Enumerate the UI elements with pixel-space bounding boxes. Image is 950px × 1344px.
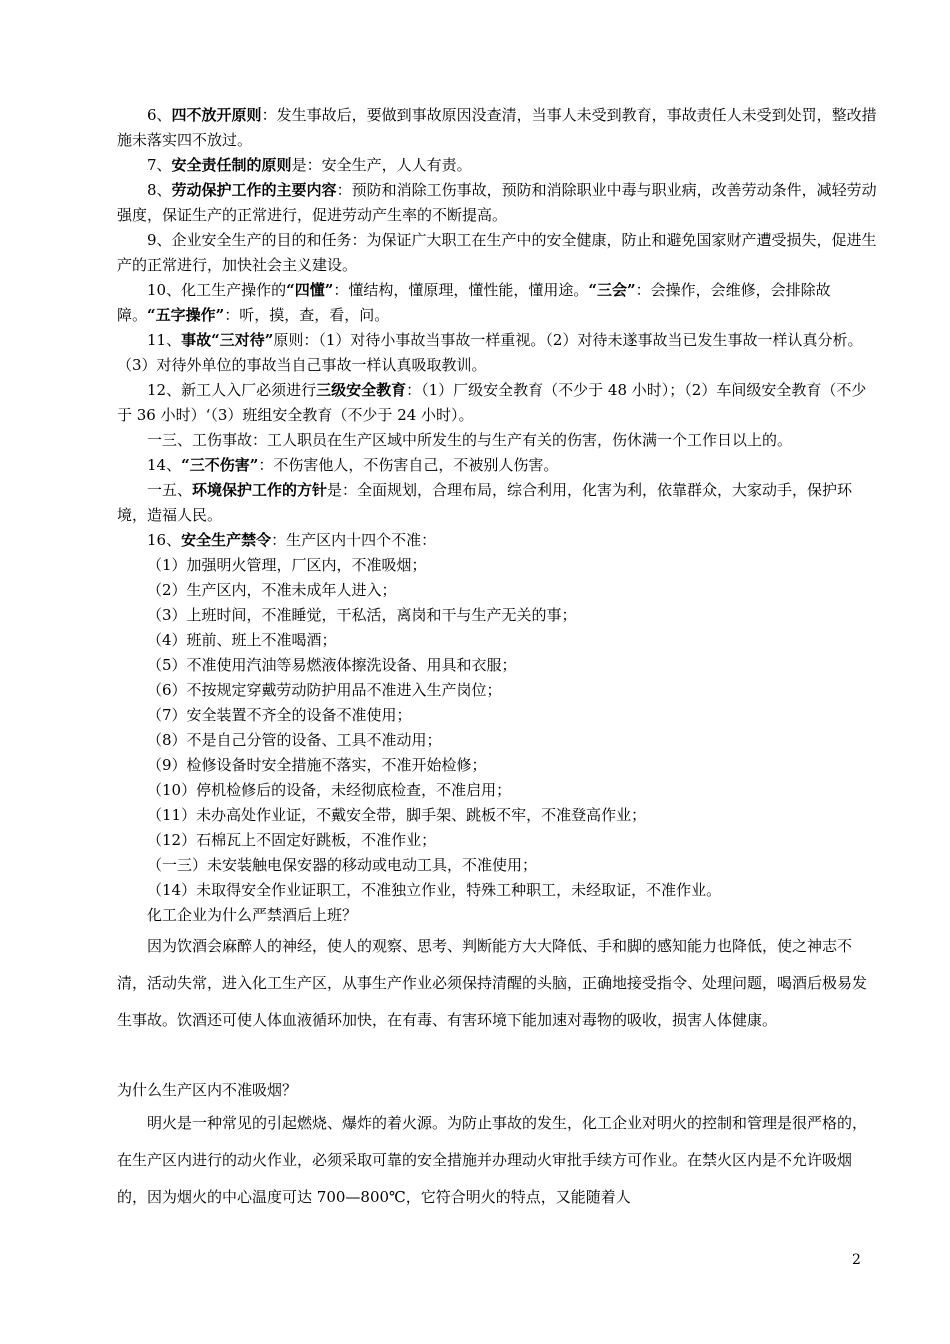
rule-item: （一三）未安装触电保安器的移动或电动工具，不准使用； [147,856,538,874]
item-9 [117,228,877,278]
rule-item: （11）未办高处作业证，不戴安全带，脚手架、跳板不牢，不准登高作业； [147,806,647,824]
item-14 [117,453,877,478]
item-text: ：懂结构，懂原理，懂性能，懂用途。 [333,281,589,299]
item-text: 是：安全生产，人人有责。 [291,156,472,174]
rule-item: （6）不按规定穿戴劳动防护用品不准进入生产岗位； [147,681,502,699]
item-11 [117,328,877,378]
item-text: 是：全面规划，合理布局，综合利用，化害为利，依靠群众，大家动手，保护环境，造福人民。 [117,481,853,524]
item-heading: 四不放开原则 [171,106,262,124]
item-number: 14、 [147,456,182,474]
item-heading: 安全责任制的原则 [171,156,292,174]
item-number: 一五、 [147,481,193,499]
item-number: 7、 [147,156,172,174]
item-7 [117,153,877,178]
rule-item: （7）安全装置不齐全的设备不准使用； [147,706,412,724]
item-text: ：听，摸，查，看，问。 [224,306,390,324]
rule-item: （1）加强明火管理，厂区内，不准吸烟； [147,556,427,574]
rule-item: （8）不是自己分管的设备、工具不准动用； [147,731,442,749]
item-text: 10、化工生产操作的 [147,281,287,299]
item-heading: “五字操作” [147,306,225,324]
item-12 [117,378,877,428]
rule-item: （9）检修设备时安全措施不落实，不准开始检修； [147,756,487,774]
item-heading: “四懂” [286,281,334,299]
item-heading: 环境保护工作的方针 [192,481,328,499]
item-16 [117,528,877,553]
item-text: ：生产区内十四个不准： [271,531,437,549]
item-number: 16、 [147,531,182,549]
item-number: 11、 [147,331,182,349]
item-text: ：会操作，会维修，会排除故障。 [117,281,831,324]
item-text: ：发生事故后，要做到事故原因没查清，当事人未受到教育，事故责任人未受到处罚，整改措施未落实四不放过。 [117,106,877,149]
item-heading: 安全生产禁令 [181,531,272,549]
item-10 [117,278,877,328]
item-8 [117,178,877,228]
item-13 [117,428,877,453]
rule-item: （2）生产区内，不准未成年人进入； [147,581,397,599]
question-heading: 为什么生产区内不准吸烟？ [117,1081,298,1099]
item-number: 6、 [147,106,172,124]
rule-item: （3）上班时间，不准睡觉，干私活，离岗和干与生产无关的事； [147,606,577,624]
rule-item: （4）班前、班上不准喝酒； [147,631,337,649]
item-text: 一三、工伤事故：工人职员在生产区域中所发生的与生产有关的伤害，伤休满一个工作日以上的。 [147,431,793,449]
item-text: 12、新工人入厂必须进行 [147,381,317,399]
item-heading: “三不伤害” [181,456,259,474]
item-text: ：不伤害他人，不伤害自己，不被别人伤害。 [258,456,559,474]
item-heading: 事故“三对待” [181,331,274,349]
item-text: 企业安全生产的目的和任务：为保证广大职工在生产中的安全健康，防止和避免国家财产遭受损失，促进生产的正常进行，加快社会主义建设。 [117,231,877,274]
rule-item: （12）石棉瓦上不固定好跳板，不准作业； [147,831,437,849]
item-15 [117,478,877,528]
question-heading: 化工企业为什么严禁酒后上班？ [147,906,358,924]
answer-paragraph: 明火是一种常见的引起燃烧、爆炸的着火源。为防止事故的发生，化工企业对明火的控制和管理是很严格的，在生产区内进行的动火作业，必须采取可靠的安全措施并办理动火审批手续方可作业。在禁火区内是不允许吸烟的，因为烟火的中心温度可达 700—800℃，它符合明火的特点，又能随着人 [117,1114,868,1206]
item-text: ：（1）厂级安全教育（不少于 48 小时）；（2）车间级安全教育（不少于 36 小时）‘（3）班组安全教育（不少于 24 小时）。 [117,381,867,424]
item-heading: 三级安全教育 [316,381,407,399]
answer-paragraph: 因为饮酒会麻醉人的神经，使人的观察、思考、判断能方大大降低、手和脚的感知能力也降低，使之神志不清，活动失常，进入化工生产区，从事生产作业必须保持清醒的头脑，正确地接受指令、处理问题，喝酒后极易发生事故。饮酒还可使人体血液循环加快，在有毒、有害环境下能加速对毒物的吸收，损害人体健康。 [117,937,868,1029]
page-number: 2 [852,1252,861,1268]
item-text: 原则：（1）对待小事故当事故一样重视。（2）对待未遂事故当已发生事故一样认真分析。（3）对待外单位的事故当自己事故一样认真吸取教训。 [117,331,863,374]
item-number: 8、 [147,181,172,199]
item-heading: “三会” [588,281,636,299]
rule-item: （10）停机检修后的设备，未经彻底检查，不准启用； [147,781,512,799]
item-number: 9、 [147,231,172,249]
item-heading: 劳动保护工作的主要内容 [171,181,337,199]
item-text: ：预防和消除工伤事故，预防和消除职业中毒与职业病，改善劳动条件，减轻劳动强度，保证生产的正常进行，促进劳动产生率的不断提高。 [117,181,877,224]
rule-item: （5）不准使用汽油等易燃液体擦洗设备、用具和衣服； [147,656,517,674]
item-6 [117,103,877,153]
rule-item: （14）未取得安全作业证职工，不准独立作业，特殊工种职工，未经取证，不准作业。 [147,881,722,899]
